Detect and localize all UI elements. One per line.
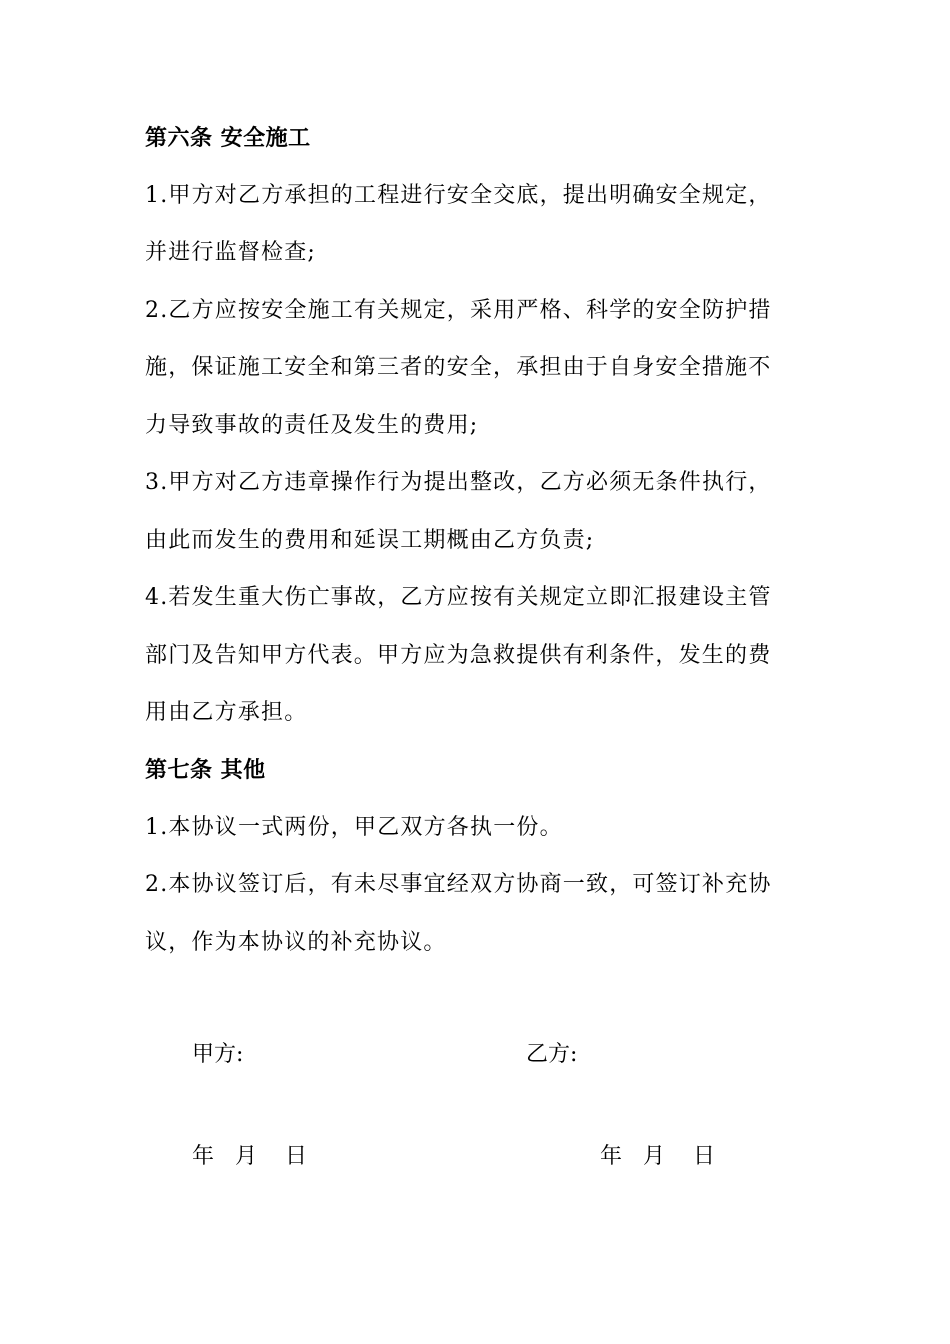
article-6-line-4: 施，保证施工安全和第三者的安全，承担由于自身安全措施不 bbox=[145, 355, 772, 380]
article-6-line-2: 并进行监督检查; bbox=[145, 240, 317, 265]
article-6-line-9: 部门及告知甲方代表。甲方应为急救提供有利条件，发生的费 bbox=[145, 643, 772, 668]
article-7-line-1: 1.本协议一式两份，甲乙双方各执一份。 bbox=[145, 815, 563, 840]
party-b-label: 乙方: bbox=[526, 1042, 578, 1067]
article-6-heading: 第六条 安全施工 bbox=[145, 125, 311, 151]
article-6-line-6: 3.甲方对乙方违章操作行为提出整改，乙方必须无条件执行， bbox=[145, 470, 772, 495]
article-6-line-3: 2.乙方应按安全施工有关规定，采用严格、科学的安全防护措 bbox=[145, 298, 772, 323]
article-6-line-8: 4.若发生重大伤亡事故，乙方应按有关规定立即汇报建设主管 bbox=[145, 585, 772, 610]
article-7-line-2: 2.本协议签订后，有未尽事宜经双方协商一致，可签订补充协 bbox=[145, 872, 772, 897]
article-7-line-3: 议，作为本协议的补充协议。 bbox=[145, 930, 447, 955]
article-6-line-5: 力导致事故的责任及发生的费用; bbox=[145, 413, 479, 438]
article-6-line-7: 由此而发生的费用和延误工期概由乙方负责; bbox=[145, 528, 595, 553]
article-6-line-10: 用由乙方承担。 bbox=[145, 700, 308, 725]
party-a-label: 甲方: bbox=[192, 1042, 244, 1067]
article-7-heading: 第七条 其他 bbox=[145, 757, 266, 783]
party-a-date: 年 月 日 bbox=[192, 1144, 307, 1169]
article-6-line-1: 1.甲方对乙方承担的工程进行安全交底，提出明确安全规定， bbox=[145, 183, 772, 208]
party-b-date: 年 月 日 bbox=[600, 1144, 715, 1169]
